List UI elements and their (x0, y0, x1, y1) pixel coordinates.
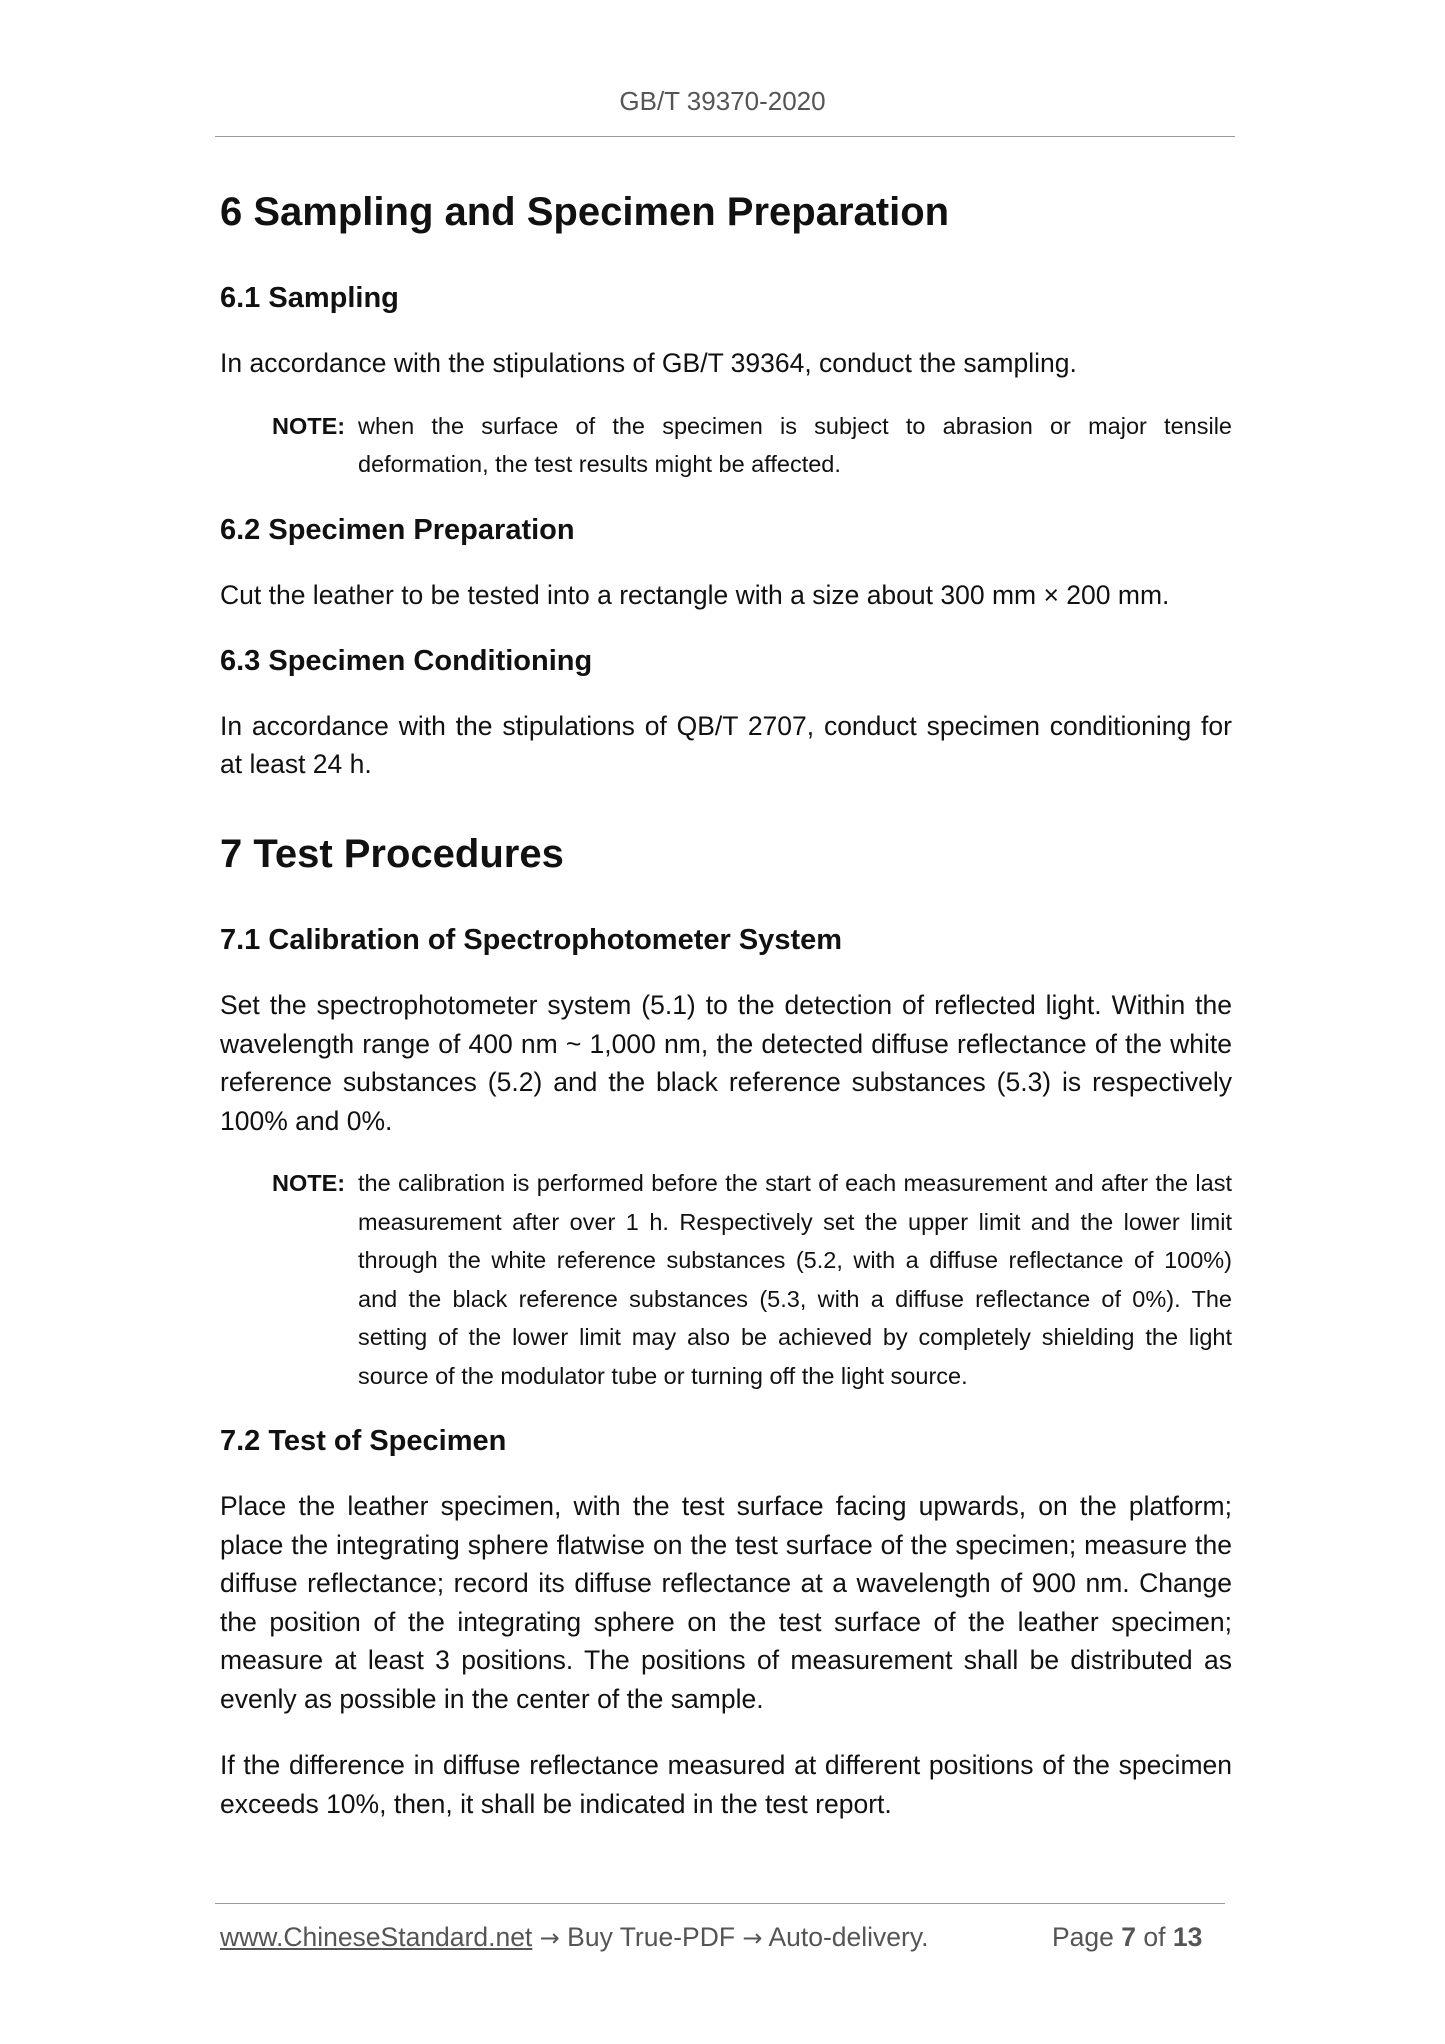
section-7-2-heading: 7.2 Test of Specimen (220, 1425, 507, 1457)
current-page: 7 (1121, 1922, 1137, 1952)
section-7-1-text: Set the spectrophotometer system (5.1) to the detection of reflected light. Within the wavelength range of 400 nm ~ 1,000 nm, the detected diffuse reflectance of the white reference substances (5.2) and the black reference substances (5.3) is respectively 100% and 0%. (220, 990, 1232, 1136)
section-7-1-note (272, 1164, 1232, 1395)
section-6-2-text: Cut the leather to be tested into a rectangle with a size about 300 mm × 200 mm. (220, 580, 1170, 610)
section-6-heading: 6 Sampling and Specimen Preparation (220, 190, 950, 234)
section-6-2-heading: 6.2 Specimen Preparation (220, 513, 575, 546)
website-link[interactable]: www.ChineseStandard.net (220, 1922, 533, 1952)
section-6-1-heading: 6.1 Sampling (220, 282, 399, 314)
section-spacer (220, 812, 1232, 830)
header-divider (215, 136, 1235, 137)
note-text: the calibration is performed before the start of each measurement and after the last measurement after over 1 h. Respectively set the upper limit and the lower limit through the white reference substances (5.2, with a diffuse reflectance of 100%) and the black reference substances (5.3, with a diffuse reflectance of 0%). The setting of the lower limit may also be achieved by completely shielding the light source of the modulator tube or turning off the light source. (358, 1170, 1232, 1389)
section-7-2-text-1: Place the leather specimen, with the test surface facing upwards, on the platform; place the integrating sphere flatwise on the test surface of the specimen; measure the diffuse reflectance; record its diffuse reflectance at a wavelength of 900 nm. Change the position of the integrating sphere on the test surface of the leather specimen; measure at least 3 positions. The positions of measurement shall be distributed as evenly as possible in the center of the sample. (220, 1491, 1232, 1714)
note-label: NOTE: (272, 412, 346, 439)
section-7-2-text-2: If the difference in diffuse reflectance measured at different positions of the specimen exceeds 10%, then, it shall be indicated in the test report. (220, 1750, 1232, 1819)
buy-text: Buy True-PDF (567, 1922, 736, 1952)
section-6-3-text: In accordance with the stipulations of QB/T 2707, conduct specimen conditioning for at least 24 h. (220, 710, 1232, 780)
page-content (220, 188, 1232, 1851)
section-7-heading: 7 Test Procedures (220, 831, 564, 876)
footer-promo (220, 1922, 929, 1953)
document-code-header: GB/T 39370-2020 (619, 86, 826, 116)
page-number (1052, 1922, 1202, 1953)
section-6-1-note (272, 407, 1232, 484)
section-6-1-text: In accordance with the stipulations of GB/T 39364, conduct the sampling. (220, 348, 1077, 379)
arrow-right-icon: → (742, 1924, 763, 1952)
section-6-3-heading: 6.3 Specimen Conditioning (220, 644, 593, 677)
section-7-1-heading: 7.1 Calibration of Spectrophotometer System (220, 923, 843, 956)
arrow-right-icon: → (539, 1924, 560, 1952)
page-label: Page (1052, 1922, 1114, 1952)
of-label: of (1143, 1922, 1166, 1952)
total-pages: 13 (1172, 1922, 1203, 1952)
footer-divider (215, 1903, 1225, 1904)
note-text: when the surface of the specimen is subject to abrasion or major tensile deformation, the test results might be affected. (358, 412, 1232, 478)
delivery-text: Auto-delivery. (768, 1922, 929, 1952)
note-label: NOTE: (272, 1170, 346, 1196)
